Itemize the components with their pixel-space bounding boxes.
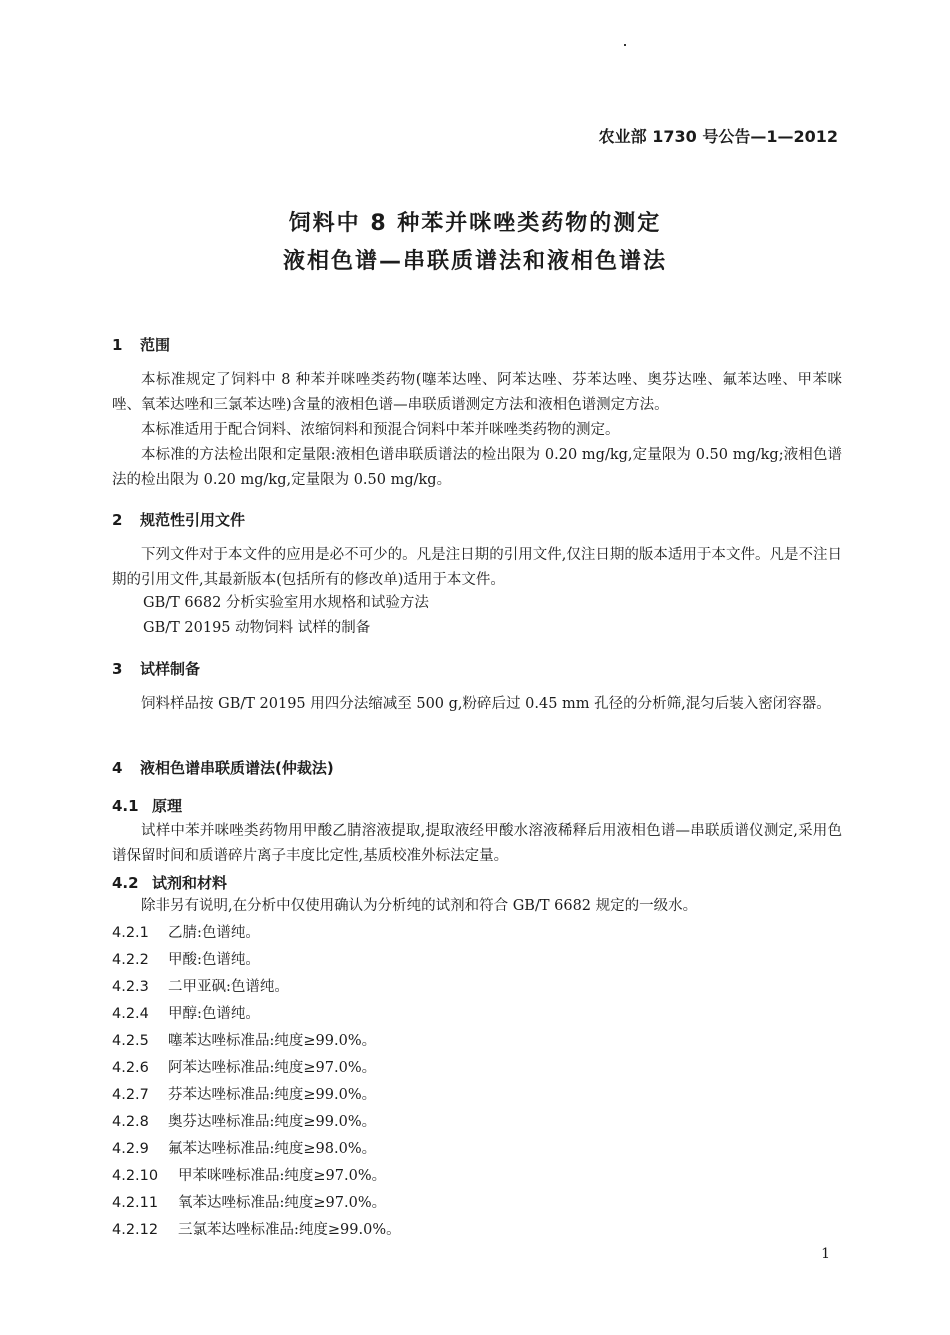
standard-code: 农业部 1730 号公告—1—2012 <box>598 127 838 146</box>
item-text: 二甲亚砜:色谱纯。 <box>168 979 289 995</box>
doc-title-line1: 饲料中 8 种苯并咪唑类药物的测定 <box>288 211 662 236</box>
item-number: 4.2.5 <box>112 1033 149 1049</box>
item-text: 芬苯达唑标准品:纯度≥99.0%。 <box>168 1087 377 1103</box>
list-item <box>112 1056 376 1081</box>
item-text: 奥芬达唑标准品:纯度≥99.0%。 <box>168 1114 377 1130</box>
section-number: 2 <box>112 511 123 529</box>
paragraph: 试样中苯并咪唑类药物用甲酸乙腈溶液提取,提取液经甲酸水溶液稀释后用液相色谱—串联质谱仪测定,采用色谱保留时间和质谱碎片离子丰度比定性,基质校准外标法定量。 <box>112 823 842 864</box>
list-item <box>112 1083 376 1108</box>
paragraph: 下列文件对于本文件的应用是必不可少的。凡是注日期的引用文件,仅注日期的版本适用于本文件。凡是不注日期的引用文件,其最新版本(包括所有的修改单)适用于本文件。 <box>112 547 842 588</box>
item-number: 4.2.12 <box>112 1222 159 1238</box>
section-3-heading <box>112 658 200 679</box>
section-number: 1 <box>112 336 123 354</box>
section-number: 3 <box>112 660 123 678</box>
section-2-heading <box>112 509 245 530</box>
item-number: 4.2.9 <box>112 1141 149 1157</box>
section-title: 试样制备 <box>140 660 201 678</box>
list-item <box>112 1164 386 1189</box>
list-item <box>112 1218 401 1243</box>
list-item <box>112 1029 376 1054</box>
list-item <box>112 948 260 973</box>
item-text: 氟苯达唑标准品:纯度≥98.0%。 <box>168 1141 377 1157</box>
section-number: 4 <box>112 759 123 777</box>
scan-speck <box>624 44 626 46</box>
item-text: 甲苯咪唑标准品:纯度≥97.0%。 <box>178 1168 387 1184</box>
item-number: 4.2.3 <box>112 979 149 995</box>
item-text: 阿苯达唑标准品:纯度≥97.0%。 <box>168 1060 377 1076</box>
doc-title-line2: 液相色谱—串联质谱法和液相色谱法 <box>282 249 667 274</box>
list-item <box>112 1191 386 1216</box>
item-number: 4.2.10 <box>112 1168 159 1184</box>
item-number: 4.2.8 <box>112 1114 149 1130</box>
item-text: 乙腈:色谱纯。 <box>168 925 260 941</box>
subsection-title: 试剂和材料 <box>152 874 228 892</box>
item-number: 4.2.11 <box>112 1195 159 1211</box>
subsection-number: 4.2 <box>112 874 139 892</box>
list-item <box>112 1137 376 1162</box>
item-number: 4.2.4 <box>112 1006 149 1022</box>
item-text: 甲酸:色谱纯。 <box>168 952 260 968</box>
item-text: 氧苯达唑标准品:纯度≥97.0%。 <box>178 1195 387 1211</box>
subsection-4-1-heading <box>112 795 182 816</box>
item-text: 三氯苯达唑标准品:纯度≥99.0%。 <box>178 1222 401 1238</box>
paragraph: 本标准的方法检出限和定量限:液相色谱串联质谱法的检出限为 0.20 mg/kg,定量限为 0.50 mg/kg;液相色谱法的检出限为 0.20 mg/kg,定量限为 0.50 mg/kg。 <box>112 447 842 488</box>
paragraph: 本标准适用于配合饲料、浓缩饲料和预混合饲料中苯并咪唑类药物的测定。 <box>141 422 620 438</box>
paragraph: 饲料样品按 GB/T 20195 用四分法缩减至 500 g,粉碎后过 0.45 mm 孔径的分析筛,混匀后装入密闭容器。 <box>141 696 831 712</box>
subsection-4-2-heading <box>112 872 227 893</box>
list-item <box>112 921 260 946</box>
section-4-heading <box>112 757 334 778</box>
item-number: 4.2.6 <box>112 1060 149 1076</box>
reference-item: GB/T 20195 动物饲料 试样的制备 <box>143 620 371 636</box>
item-number: 4.2.2 <box>112 952 149 968</box>
section-1-heading <box>112 334 170 355</box>
item-number: 4.2.1 <box>112 925 149 941</box>
paragraph: 本标准规定了饲料中 8 种苯并咪唑类药物(噻苯达唑、阿苯达唑、芬苯达唑、奥芬达唑、氟苯达唑、甲苯咪唑、氧苯达唑和三氯苯达唑)含量的液相色谱—串联质谱测定方法和液相色谱测定方法。 <box>112 372 842 413</box>
section-title: 范围 <box>140 336 171 354</box>
subsection-title: 原理 <box>152 797 183 815</box>
paragraph: 除非另有说明,在分析中仅使用确认为分析纯的试剂和符合 GB/T 6682 规定的一级水。 <box>141 898 698 914</box>
list-item <box>112 975 289 1000</box>
list-item <box>112 1110 376 1135</box>
item-text: 噻苯达唑标准品:纯度≥99.0%。 <box>168 1033 377 1049</box>
subsection-number: 4.1 <box>112 797 139 815</box>
section-title: 规范性引用文件 <box>140 511 246 529</box>
reference-item: GB/T 6682 分析实验室用水规格和试验方法 <box>143 595 429 611</box>
section-title: 液相色谱串联质谱法(仲裁法) <box>140 759 334 777</box>
item-text: 甲醇:色谱纯。 <box>168 1006 260 1022</box>
list-item <box>112 1002 260 1027</box>
item-number: 4.2.7 <box>112 1087 149 1103</box>
page-number: 1 <box>821 1246 830 1262</box>
